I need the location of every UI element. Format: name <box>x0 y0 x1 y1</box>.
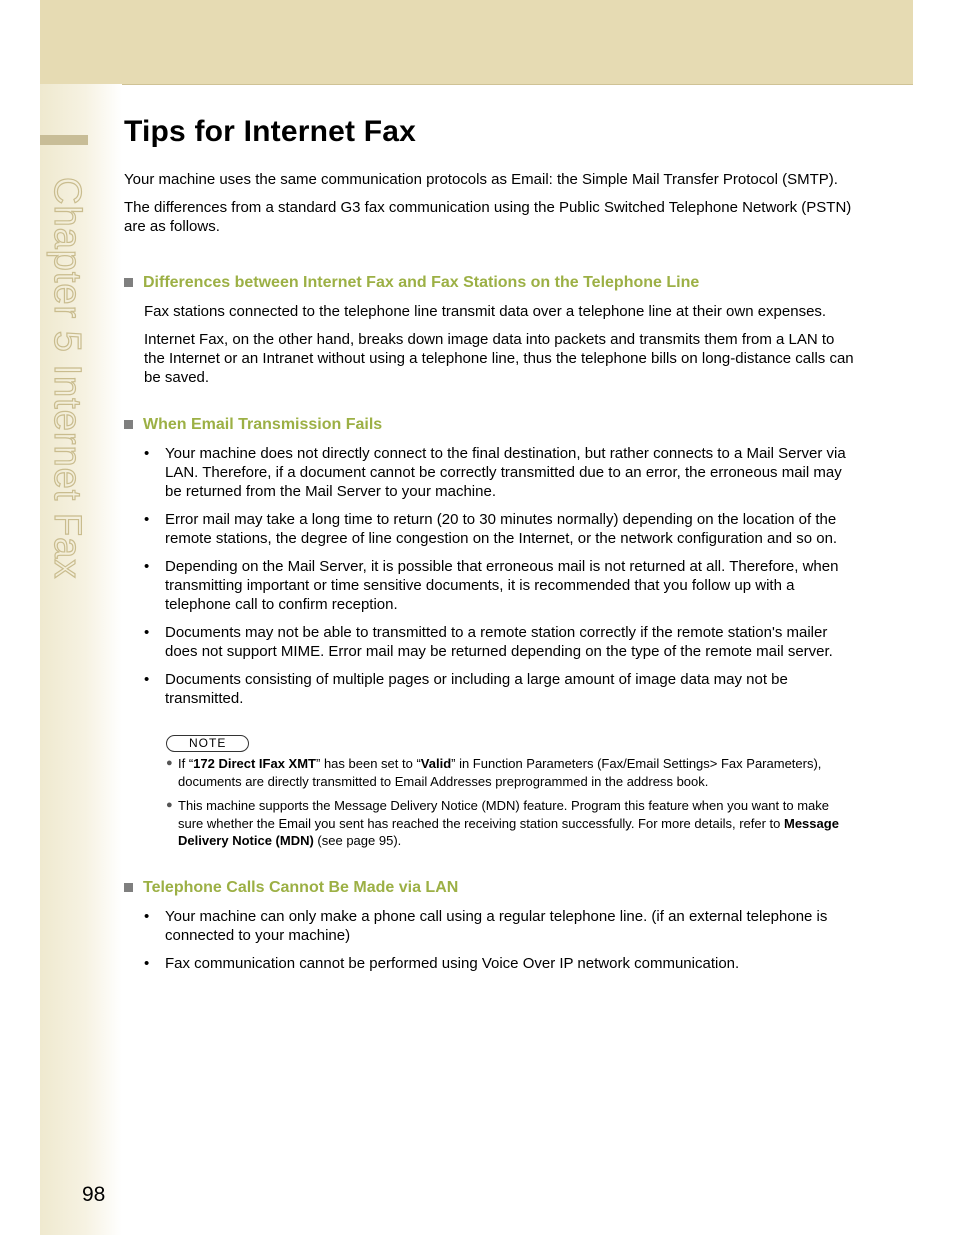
list-item: • Documents may not be able to transmitted to a remote station correctly if the remote station's mailer does not support MIME. Error mail may be returned depending on the type of the remote mail server. <box>144 624 833 660</box>
differences-paragraph-1: Fax stations connected to the telephone line transmit data over a telephone line at their own expenses. <box>144 303 827 320</box>
intro-paragraph-1: Your machine uses the same communication protocols as Email: the Simple Mail Transfer Protocol (SMTP). <box>124 171 838 188</box>
email-fails-list <box>124 444 854 708</box>
note-block <box>124 717 854 850</box>
main-content <box>124 170 854 982</box>
circle-bullet-icon: ● <box>166 799 173 811</box>
differences-paragraph-2: Internet Fax, on the other hand, breaks down image data into packets and transmits them from a LAN to the Internet or an Intranet without using a telephone line, thus the telephone bills on long-distance calls can be saved. <box>144 331 854 386</box>
section-heading-text: Telephone Calls Cannot Be Made via LAN <box>143 878 459 896</box>
list-item: • Your machine does not directly connect to the final destination, but rather connects to a Mail Server via LAN. Therefore, if a document cannot be correctly transmitted due to an error, the erroneous mail may be returned from the Mail Server to your machine. <box>144 445 846 500</box>
square-bullet-icon <box>124 278 133 287</box>
list-item: • Depending on the Mail Server, it is possible that erroneous mail is not returned at all. Therefore, when transmitting important or time sensitive documents, it is recommended that you follow up with a telephone call to confirm reception. <box>144 558 839 613</box>
section-heading-text: Differences between Internet Fax and Fax Stations on the Telephone Line <box>143 274 700 291</box>
circle-bullet-icon: ● <box>166 757 173 769</box>
list-item: • Documents consisting of multiple pages or including a large amount of image data may not be transmitted. <box>144 671 788 707</box>
section-heading-text: When Email Transmission Fails <box>143 416 383 433</box>
square-bullet-icon <box>124 883 133 892</box>
note-badge: NOTE <box>166 735 249 752</box>
note-item-1: ● If “172 Direct IFax XMT” has been set to “Valid” in Function Parameters (Fax/Email Settings> Fax Parameters), documents are directly transmitted to Email Addresses preprogrammed in the address book. <box>166 756 822 789</box>
section-heading-differences <box>124 273 854 292</box>
page-title: Tips for Internet Fax <box>124 115 417 148</box>
differences-body <box>144 302 854 387</box>
page-number: 98 <box>82 1183 106 1206</box>
section-heading-phone-calls <box>124 878 854 897</box>
header-band <box>40 0 913 85</box>
intro-paragraph-2: The differences from a standard G3 fax communication using the Public Switched Telephone Network (PSTN) are as follows. <box>124 199 852 235</box>
section-heading-email-fails <box>124 415 854 434</box>
list-item: • Error mail may take a long time to return (20 to 30 minutes normally) depending on the location of the remote stations, the degree of line congestion on the Internet, or the network configuration and so on. <box>144 511 838 547</box>
note-item-2: ● This machine supports the Message Delivery Notice (MDN) feature. Program this feature when you want to make sure whether the Email you sent has reached the receiving station successfully. For more details, refer to Message Delivery Notice (MDN) (see page 95). <box>166 798 839 848</box>
square-bullet-icon <box>124 420 133 429</box>
list-item: • Your machine can only make a phone call using a regular telephone line. (if an external telephone is connected to your machine) <box>144 907 828 944</box>
side-bar-marker <box>40 135 88 145</box>
list-item: • Fax communication cannot be performed using Voice Over IP network communication. <box>144 954 740 972</box>
chapter-label: Chapter 5 Internet Fax <box>46 177 88 580</box>
phone-calls-list <box>124 907 854 973</box>
